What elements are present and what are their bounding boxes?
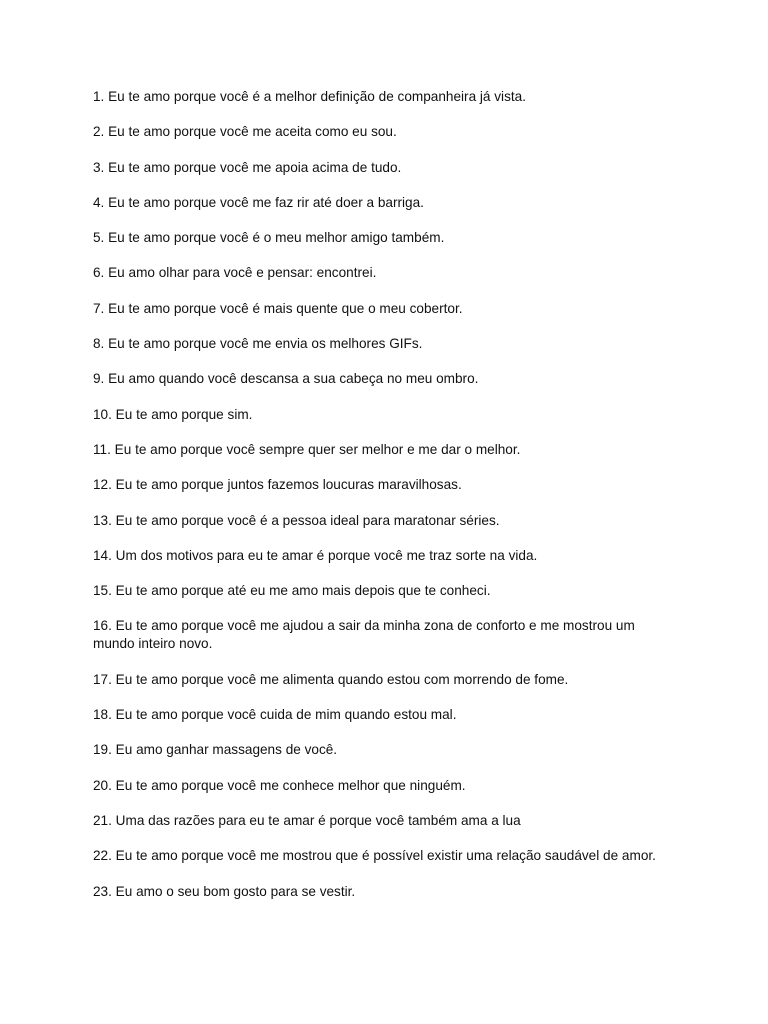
list-item: 9. Eu amo quando você descansa a sua cabeça no meu ombro.	[93, 371, 479, 387]
list-item: 13. Eu te amo porque você é a pessoa ideal para maratonar séries.	[93, 512, 500, 528]
list-item: 16. Eu te amo porque você me ajudou a sair da minha zona de conforto e me mostrou um mundo inteiro novo.	[93, 618, 635, 652]
list-item: 1. Eu te amo porque você é a melhor definição de companheira já vista.	[93, 89, 526, 104]
list-item: 11. Eu te amo porque você sempre quer ser melhor e me dar o melhor.	[93, 441, 521, 457]
list-item: 20. Eu te amo porque você me conhece melhor que ninguém.	[93, 777, 466, 793]
list-item: 17. Eu te amo porque você me alimenta quando estou com morrendo de fome.	[93, 671, 569, 687]
list-item: 19. Eu amo ganhar massagens de você.	[93, 742, 338, 758]
list-item: 21. Uma das razões para eu te amar é porque você também ama a lua	[93, 812, 521, 828]
list-item: 23. Eu amo o seu bom gosto para se vestir.	[93, 883, 356, 899]
list-item: 3. Eu te amo porque você me apoia acima de tudo.	[93, 159, 402, 175]
list-item: 10. Eu te amo porque sim.	[93, 406, 253, 422]
list-item: 22. Eu te amo porque você me mostrou que é possível existir uma relação saudável de amor.	[93, 848, 656, 864]
list-item: 2. Eu te amo porque você me aceita como eu sou.	[93, 124, 397, 140]
list-item: 8. Eu te amo porque você me envia os melhores GIFs.	[93, 336, 423, 352]
list-item: 18. Eu te amo porque você cuida de mim quando estou mal.	[93, 707, 457, 723]
list-item: 6. Eu amo olhar para você e pensar: encontrei.	[93, 265, 377, 281]
list-item: 7. Eu te amo porque você é mais quente que o meu cobertor.	[93, 300, 463, 316]
list-item: 15. Eu te amo porque até eu me amo mais depois que te conheci.	[93, 583, 491, 599]
list-item: 4. Eu te amo porque você me faz rir até doer a barriga.	[93, 194, 424, 210]
reasons-list	[93, 88, 673, 918]
list-item: 5. Eu te amo porque você é o meu melhor amigo também.	[93, 230, 445, 246]
list-item: 12. Eu te amo porque juntos fazemos loucuras maravilhosas.	[93, 477, 462, 493]
list-item: 14. Um dos motivos para eu te amar é porque você me traz sorte na vida.	[93, 547, 538, 563]
